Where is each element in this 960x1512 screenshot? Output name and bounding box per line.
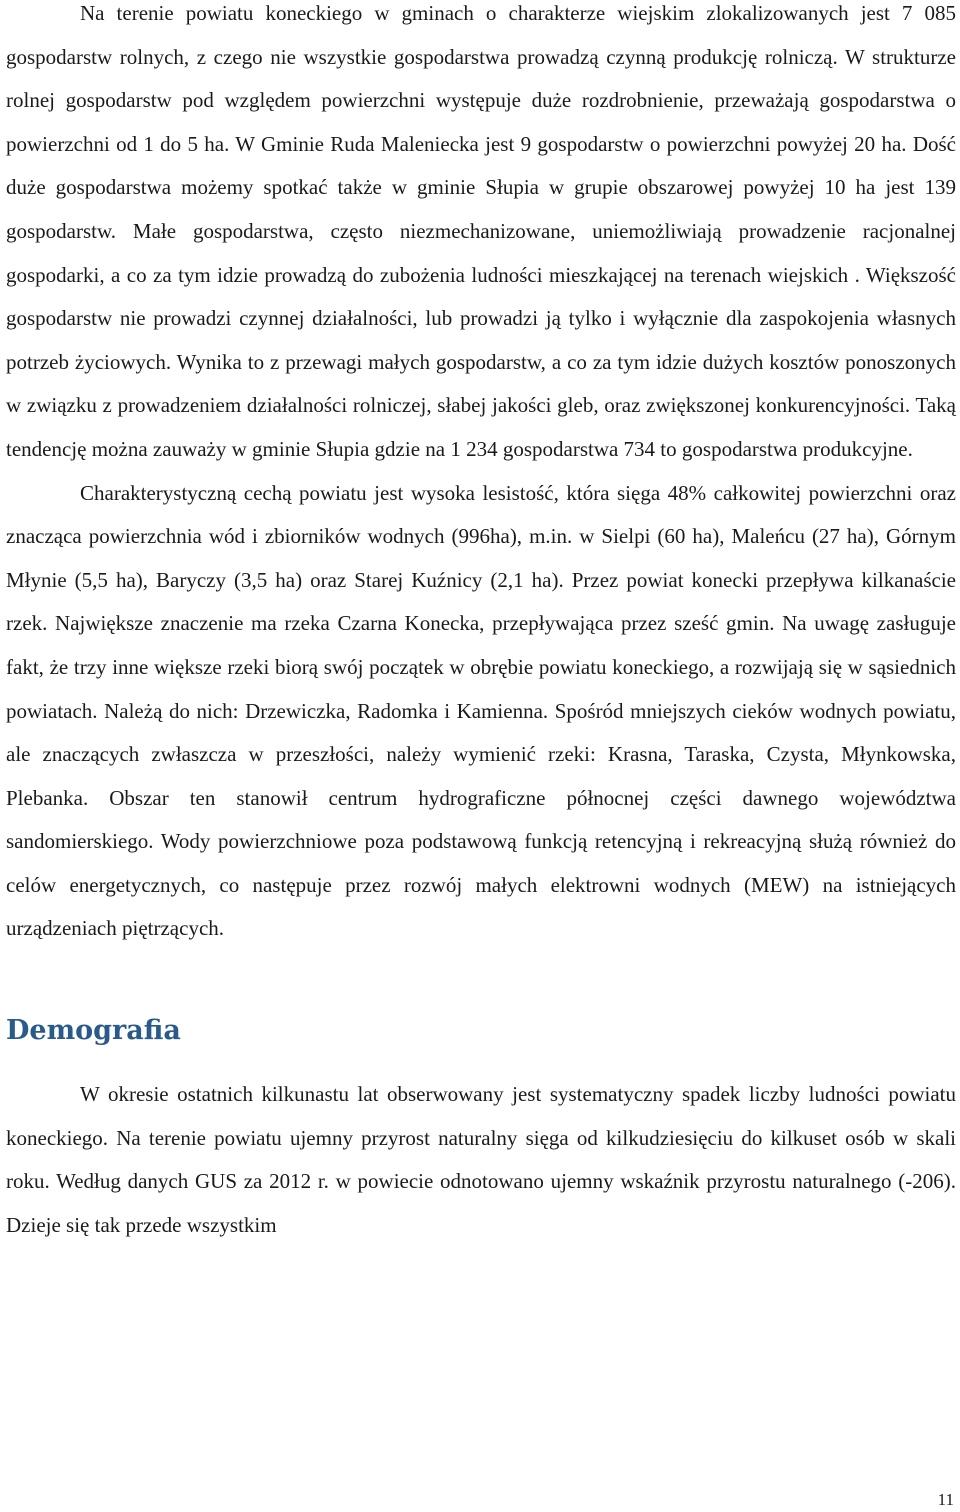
section-heading-demografia: Demografia [6, 1015, 181, 1047]
paragraph-demography: W okresie ostatnich kilkunastu lat obserwowany jest systematyczny spadek liczby ludności powiatu koneckiego. Na terenie powiatu ujemny przyrost naturalny sięga od kilkudziesięciu do kilkuset osób w skali roku. Według danych GUS za 2012 r. w powiecie odnotowano ujemny wskaźnik przyrostu naturalnego (-206). Dzieje się tak przede wszystkim [6, 1082, 956, 1237]
page-number: 11 [937, 1490, 954, 1509]
paragraph-forests-waters: Charakterystyczną cechą powiatu jest wysoka lesistość, która sięga 48% całkowitej powierzchni oraz znacząca powierzchnia wód i zbiorników wodnych (996ha), m.in. w Sielpi (60 ha), Maleńcu (27 ha), Górnym Młynie (5,5 ha), Baryczy (3,5 ha) oraz Starej Kuźnicy (2,1 ha). Przez powiat konecki przepływa kilkanaście rzek. Największe znaczenie ma rzeka Czarna Konecka, przepływająca przez sześć gmin. Na uwagę zasługuje fakt, że trzy inne większe rzeki biorą swój początek w obrębie powiatu koneckiego, a rozwijają się w sąsiednich powiatach. Należą do nich: Drzewiczka, Radomka i Kamienna. Spośród mniejszych cieków wodnych powiatu, ale znaczących zwłaszcza w przeszłości, należy wymienić rzeki: Krasna, Taraska, Czysta, Młynkowska, Plebanka. Obszar ten stanowił centrum hydrograficzne północnej części dawnego województwa sandomierskiego. Wody powierzchniowe poza podstawową funkcją retencyjną i rekreacyjną służą również do celów energetycznych, co następuje przez rozwój małych elektrowni wodnych (MEW) na istniejących urządzeniach piętrzących. [6, 480, 956, 941]
document-page [6, 0, 956, 1247]
paragraph-agriculture: Na terenie powiatu koneckiego w gminach o charakterze wiejskim zlokalizowanych jest 7 085 gospodarstw rolnych, z czego nie wszystkie gospodarstwa prowadzą czynną produkcję rolniczą. W strukturze rolnej gospodarstw pod względem powierzchni występuje duże rozdrobnienie, przeważają gospodarstwa o powierzchni od 1 do 5 ha. W Gminie Ruda Maleniecka jest 9 gospodarstw o powierzchni powyżej 20 ha. Dość duże gospodarstwa możemy spotkać także w gminie Słupia w grupie obszarowej powyżej 10 ha jest 139 gospodarstw. Małe gospodarstwa, często niezmechanizowane, uniemożliwiają prowadzenie racjonalnej gospodarki, a co za tym idzie prowadzą do zubożenia ludności mieszkającej na terenach wiejskich . Większość gospodarstw nie prowadzi czynnej działalności, lub prowadzi ją tylko i wyłącznie dla zaspokojenia własnych potrzeb życiowych. Wynika to z przewagi małych gospodarstw, a co za tym idzie dużych kosztów ponoszonych w związku z prowadzeniem działalności rolniczej, słabej jakości gleb, oraz zwiększonej konkurencyjności. Taką tendencję można zauważy w gminie Słupia gdzie na 1 234 gospodarstwa 734 to gospodarstwa produkcyjne. [6, 1, 956, 461]
